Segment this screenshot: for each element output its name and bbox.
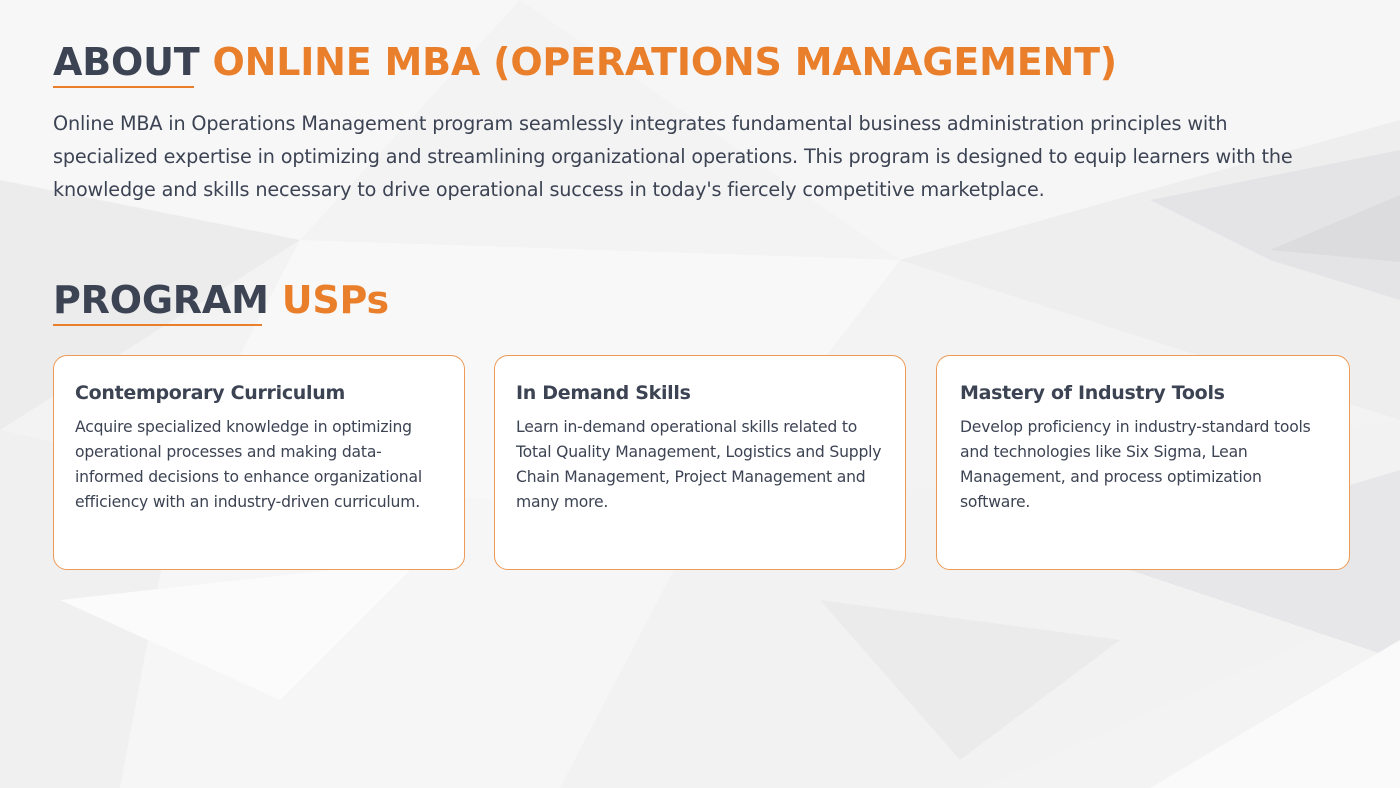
about-heading-underline bbox=[53, 86, 194, 88]
usp-card-title: In Demand Skills bbox=[516, 382, 691, 404]
usp-heading-underline bbox=[53, 324, 262, 326]
about-heading-dark: ABOUT bbox=[53, 40, 200, 84]
usp-card-body: Develop proficiency in industry-standard tools and technologies like Six Sigma, Lean Management, and process optimization software. bbox=[960, 418, 1311, 511]
usp-card-body: Learn in-demand operational skills related to Total Quality Management, Logistics and Supply Chain Management, Project Management and many more. bbox=[516, 418, 882, 511]
usp-heading-dark: PROGRAM bbox=[53, 278, 269, 322]
usp-heading-accent: USPs bbox=[281, 278, 389, 322]
about-description: Online MBA in Operations Management program seamlessly integrates fundamental business administration principles with specialized expertise in optimizing and streamlining organizational operations. This program is designed to equip learners with the knowledge and skills necessary to drive operational success in today's fiercely competitive marketplace. bbox=[53, 112, 1293, 201]
about-heading-accent: ONLINE MBA (OPERATIONS MANAGEMENT) bbox=[212, 40, 1117, 84]
usp-card-title: Contemporary Curriculum bbox=[75, 382, 345, 404]
usp-card-mastery-of-industry-tools bbox=[936, 355, 1350, 570]
usp-card-contemporary-curriculum bbox=[53, 355, 465, 570]
usp-heading bbox=[53, 278, 389, 322]
about-heading bbox=[53, 40, 1117, 84]
usp-card-in-demand-skills bbox=[494, 355, 906, 570]
usp-card-body: Acquire specialized knowledge in optimizing operational processes and making data-informed decisions to enhance organizational efficiency with an industry-driven curriculum. bbox=[75, 418, 422, 511]
usp-card-title: Mastery of Industry Tools bbox=[960, 382, 1225, 404]
